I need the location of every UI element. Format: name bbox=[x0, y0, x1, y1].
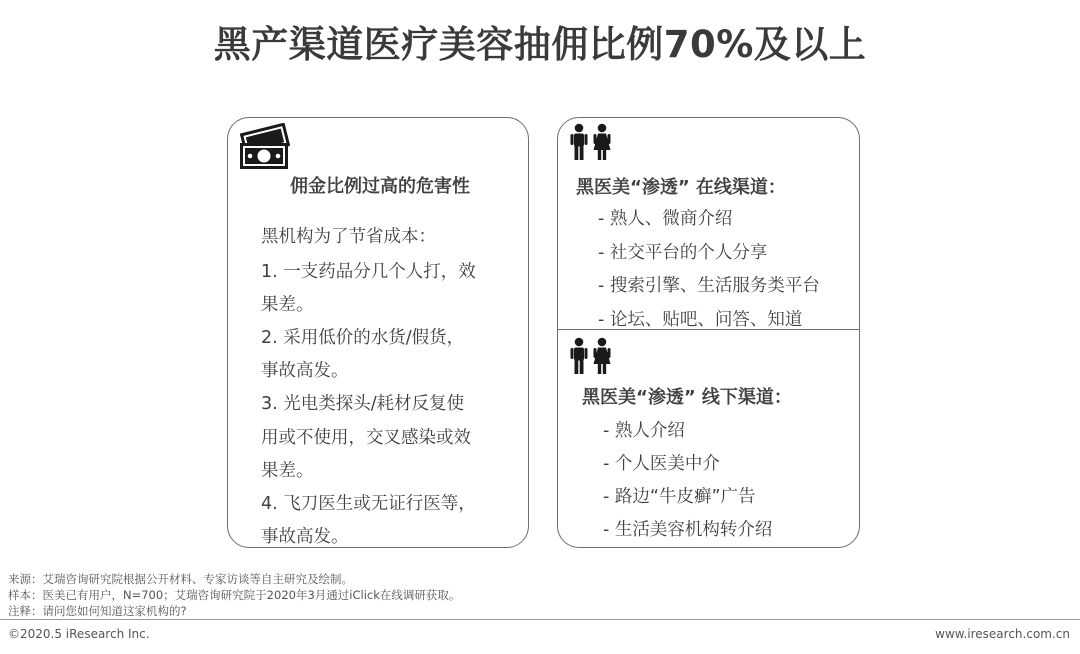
sample-note: 样本：医美已有用户，N=700；艾瑞咨询研究院于2020年3月通过iClick在线调研获取。 bbox=[8, 588, 461, 602]
harm-line: 4. 飞刀医生或无证行医等， bbox=[261, 494, 476, 514]
harm-line: 事故高发。 bbox=[261, 361, 349, 381]
offline-channel-item: - 生活美容机构转介绍 bbox=[603, 520, 773, 540]
couple-icon bbox=[568, 123, 614, 167]
online-channel-item: - 社交平台的个人分享 bbox=[598, 243, 768, 263]
online-channel-item: - 论坛、贴吧、问答、知道 bbox=[598, 310, 803, 330]
source-note: 来源：艾瑞咨询研究院根据公开材料、专家访谈等自主研究及绘制。 bbox=[8, 572, 353, 586]
offline-channel-item: - 个人医美中介 bbox=[603, 454, 720, 474]
website-link[interactable]: www.iresearch.com.cn bbox=[935, 627, 1070, 641]
harm-line: 1. 一支药品分几个人打，效 bbox=[261, 262, 476, 282]
harm-line: 黑机构为了节省成本： bbox=[261, 227, 436, 247]
offline-channel-item: - 熟人介绍 bbox=[603, 421, 685, 441]
harm-line: 事故高发。 bbox=[261, 527, 349, 547]
couple-icon bbox=[568, 337, 614, 381]
footer-divider bbox=[0, 619, 1080, 620]
offline-channels-heading: 黑医美“渗透” 线下渠道： bbox=[582, 387, 792, 408]
harm-line: 2. 采用低价的水货/假货， bbox=[261, 328, 465, 348]
annotation-note: 注释：请问您如何知道这家机构的? bbox=[8, 604, 187, 618]
page-title: 黑产渠道医疗美容抽佣比例70%及以上 bbox=[213, 23, 867, 66]
harm-line: 3. 光电类探头/耗材反复使 bbox=[261, 394, 465, 414]
harm-line: 果差。 bbox=[261, 295, 314, 315]
money-icon bbox=[236, 123, 294, 177]
harm-heading: 佣金比例过高的危害性 bbox=[290, 176, 470, 197]
online-channel-item: - 熟人、微商介绍 bbox=[598, 209, 733, 229]
copyright: ©2020.5 iResearch Inc. bbox=[8, 627, 150, 641]
online-channels-heading: 黑医美“渗透” 在线渠道： bbox=[576, 177, 786, 198]
online-channel-item: - 搜索引擎、生活服务类平台 bbox=[598, 276, 820, 296]
harm-line: 果差。 bbox=[261, 461, 314, 481]
offline-channel-item: - 路边“牛皮癣”广告 bbox=[603, 487, 756, 507]
harm-line: 用或不使用，交叉感染或效 bbox=[261, 428, 471, 448]
